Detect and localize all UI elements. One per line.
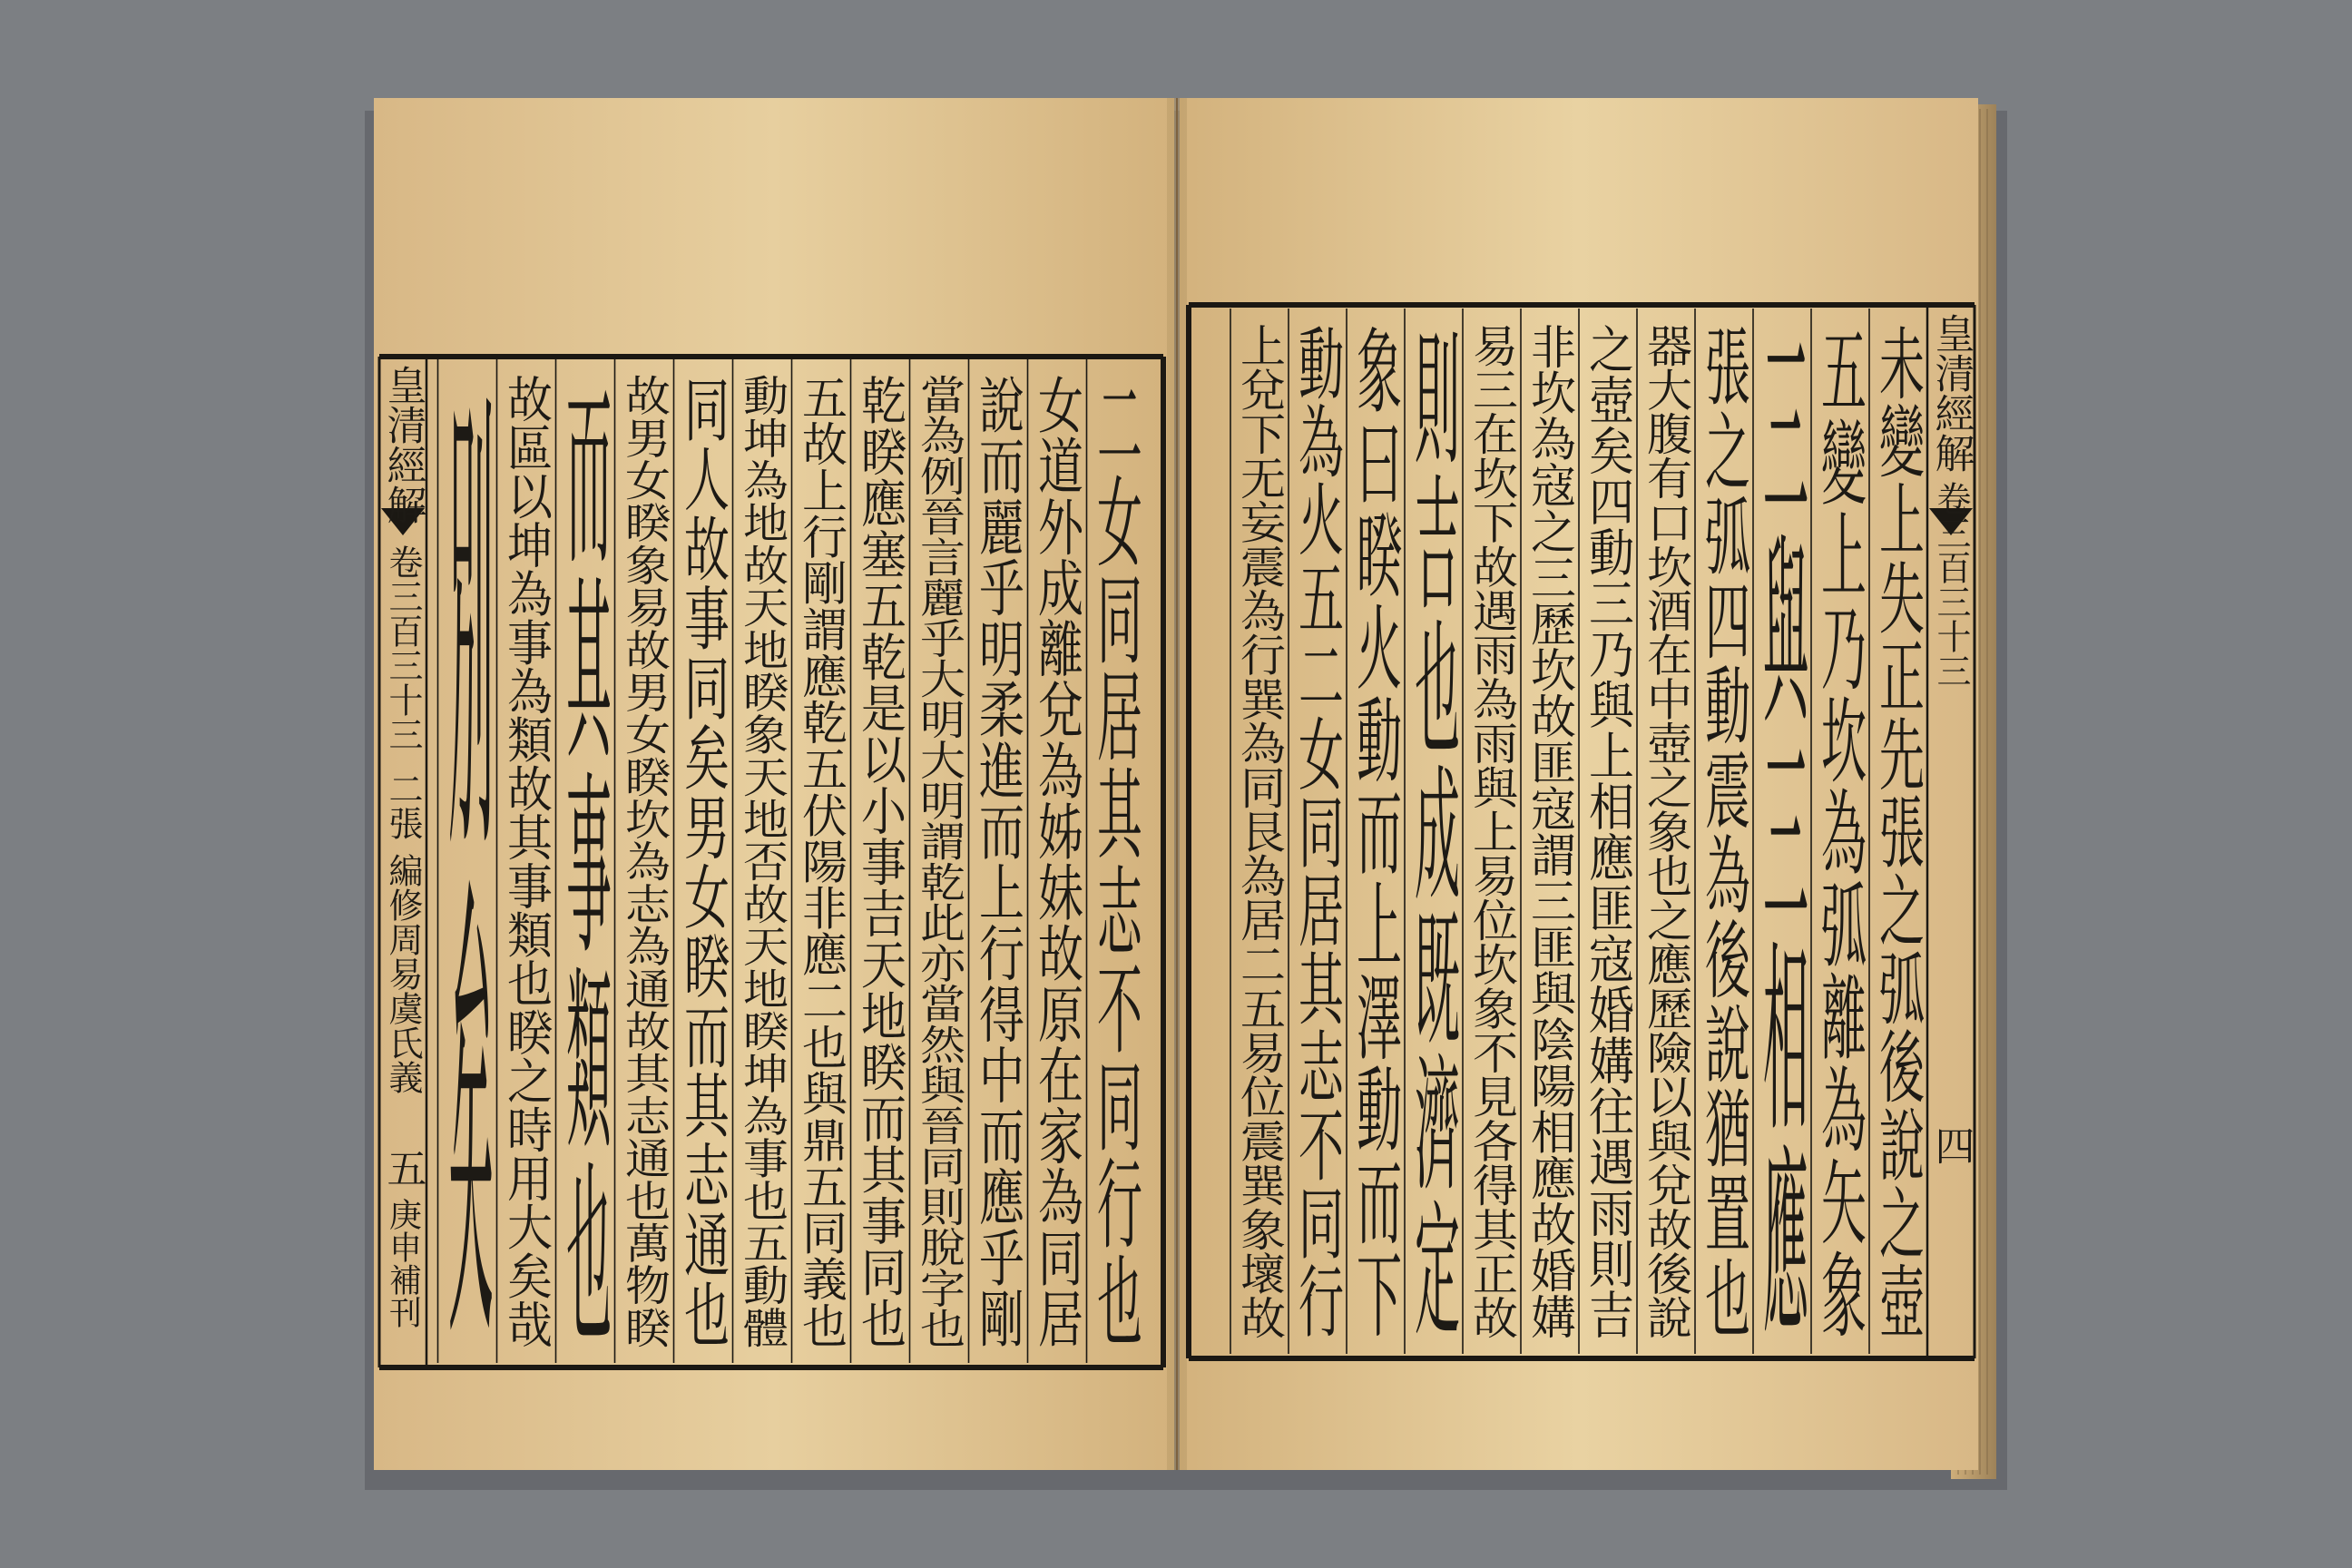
text-column: 二女同居其志不同行也 (1090, 374, 1142, 828)
left-title-block: 皇清經解 (379, 365, 426, 524)
text-column: 張之弧四動震為後說猶置也 (1698, 323, 1750, 867)
text-column: 女道外成離兌為姊妹故原在家為同居 (1031, 374, 1083, 1100)
text-column: 易三在坎下故遇雨為雨與上易位坎象不見各得其正故 (1465, 323, 1518, 1367)
left-author: 編修周易虞氏義 (383, 853, 423, 1094)
left-page-number: 五 (379, 1148, 426, 1188)
left-reprint-note: 庚申補刊 (384, 1198, 422, 1328)
text-column: 五變上乃坎為弧離為矢象 (1814, 323, 1867, 822)
right-volume-block: 卷三百三十三 (1931, 481, 1971, 688)
text-column: 別矣 (441, 374, 494, 465)
text-column: 說而麗乎明柔進而上行得中而應乎剛 (972, 374, 1024, 1100)
text-column: 動為火五二女同居其志不同行 (1291, 323, 1344, 913)
text-column: 則吉也成既濟定 (1407, 323, 1460, 641)
right-title-block: 皇清經解 (1927, 313, 1975, 473)
text-column: 故男女睽象易故男女睽坎為志為通故其志通也萬物睽 (618, 374, 671, 1417)
text-column: 象曰睽火動而上澤動而下 (1349, 323, 1402, 822)
text-column: 上兌下无妄震為行巽為同艮為居二五易位震巽象壞故 (1233, 323, 1286, 1367)
text-column: 器大腹有口坎酒在中壺之象也之應歷險以與兌故後說 (1640, 323, 1692, 1367)
right-page-number: 四 (1927, 1125, 1975, 1165)
text-column: 當為例晉言麗乎大明大明謂乾此亦當然與晉同則脫字也 (913, 374, 965, 1463)
text-column: 未變上失正先張之弧後說之壺 (1872, 323, 1925, 913)
text-column: 三與三相應 (1756, 323, 1808, 550)
text-column: 動坤為地故天地睽象天地否故天地睽坤為事也五動體 (736, 374, 789, 1417)
text-column: 非坎為寇之三歷坎故匪寇謂三匪與陰陽相應故婚媾 (1524, 323, 1576, 1321)
text-column: 五故上行剛謂應乾五伏陽非應二也與鼎五同義也 (795, 374, 848, 1327)
text-column: 乾睽應塞五乾是以小事吉天地睽而其事同也 (854, 374, 906, 1236)
text-column: 而其事類也 (559, 374, 612, 601)
left-volume-block: 卷三百三十三 (383, 544, 423, 751)
text-column: 之壺矣四動三乃與上相應匪寇婚媾往遇雨則吉 (1582, 323, 1634, 1230)
left-leaf-info: 二張 (383, 771, 423, 840)
text-column: 故區以坤為事為類故其事類也睽之時用大矣哉 (500, 374, 553, 1281)
text-column: 同人故事同矣男女睽而其志通也 (677, 374, 730, 1009)
